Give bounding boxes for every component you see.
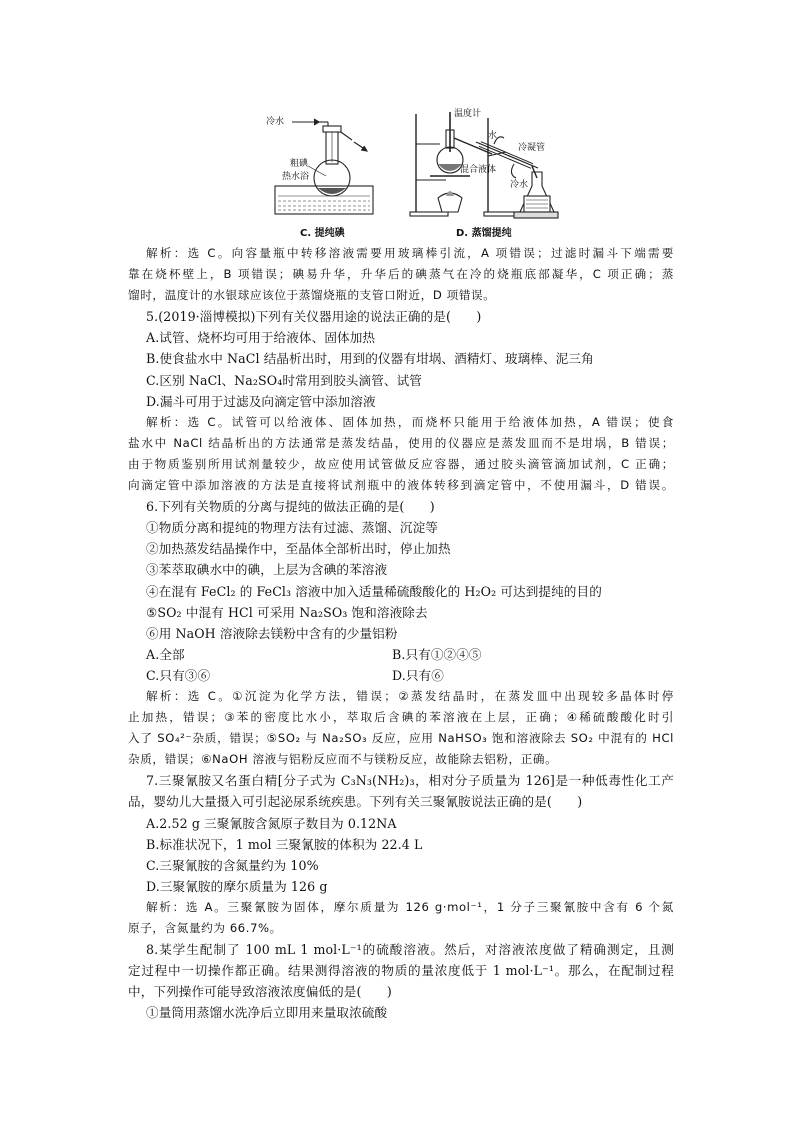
q6-option-d: D.只有⑥: [392, 667, 444, 683]
q6-item-4: ④在混有 FeCl₂ 的 FeCl₃ 溶液中加入适量稀硫酸酸化的 H₂O₂ 可达到提纯的目的: [146, 583, 602, 599]
q7-option-a: A.2.52 g 三聚氰胺含氮原子数目为 0.12NA: [146, 815, 397, 831]
q6-option-a: A.全部: [146, 646, 185, 662]
q6-item-2: ②加热蒸发结晶操作中，至晶体全部析出时，停止加热: [146, 541, 451, 557]
q6-options-row-2: [128, 665, 674, 686]
apparatus-drawing: [270, 108, 560, 238]
q7-option-d: D.三聚氰胺的摩尔质量为 126 g: [146, 878, 328, 894]
label-thermometer: 温度计: [454, 109, 482, 119]
caption-d: D. 蒸馏提纯: [456, 228, 512, 239]
q5-option-b: B.使食盐水中 NaCl 结晶析出时，用到的仪器有坩埚、酒精灯、玻璃棒、泥三角: [146, 351, 594, 367]
analysis-line: 盐水中 NaCl 结晶析出的方法通常是蒸发结晶，使用的仪器应是蒸发皿而不是坩埚，B 错误；: [128, 435, 674, 450]
analysis-line: 解析：选 C。①沉淀为化学方法，错误；②蒸发结晶时，在蒸发皿中出现较多晶体时停: [146, 688, 674, 703]
q6-options-row-1: [128, 644, 674, 665]
analysis-line: 解析：选 C。向容量瓶中转移溶液需要用玻璃棒引流，A 项错误；过滤时漏斗下端需要: [146, 246, 674, 260]
question-7-stem: 7.三聚氰胺又名蛋白精[分子式为 C₃N₃(NH₂)₃，相对分子质量为 126]是一种低毒性化工产: [146, 773, 674, 789]
apparatus-figure: [266, 108, 560, 239]
q6-option-b: B.只有①②④⑤: [392, 646, 482, 662]
label-mixed-liquid: 混合液体: [460, 165, 497, 175]
label-cold-water-left: 冷水: [266, 117, 285, 127]
analysis-line: 馏时，温度计的水银球应该位于蒸馏烧瓶的支管口附近，D 项错误。: [128, 288, 496, 303]
label-cold-water-right: 冷水: [510, 180, 529, 190]
q6-option-c: C.只有③⑥: [146, 667, 211, 683]
question-8-stem: 8.某学生配制了 100 mL 1 mol·L⁻¹的硫酸溶液。然后，对溶液浓度做了精确测定，且测: [146, 942, 674, 958]
label-condenser: 冷凝管: [518, 143, 546, 153]
q5-option-c: C.区别 NaCl、Na₂SO₄时常用到胶头滴管、试管: [146, 372, 422, 388]
caption-c: C. 提纯碘: [300, 228, 345, 239]
q5-option-a: A.试管、烧杯均可用于给液体、固体加热: [146, 330, 376, 346]
q6-item-3: ③苯萃取碘水中的碘，上层为含碘的苯溶液: [146, 562, 388, 578]
analysis-line: 原子，含氮量约为 66.7%。: [128, 921, 282, 935]
q7-option-b: B.标准状况下，1 mol 三聚氰胺的体积为 22.4 L: [146, 836, 423, 852]
label-hot-water-bath: 热水浴: [282, 172, 310, 182]
question-8-stem: 定过程中一切操作都正确。结果测得溶液的物质的量浓度低于 1 mol·L⁻¹。那么，在配制过程: [128, 963, 674, 979]
label-water: 水: [488, 131, 498, 141]
q5-option-d: D.漏斗可用于过滤及向滴定管中添加溶液: [146, 393, 376, 409]
question-content: [128, 243, 674, 1023]
q7-option-c: C.三聚氰胺的含氮量约为 10%: [146, 857, 319, 873]
question-6-stem: 6.下列有关物质的分离与提纯的做法正确的是( ): [146, 499, 435, 515]
analysis-line: 向滴定管中添加溶液的方法是直接将试剂瓶中的液体转移到滴定管中，不使用漏斗，D 错误。: [128, 478, 674, 493]
analysis-line: 解析：选 C。试管可以给液体、固体加热，而烧杯只能用于给液体加热，A 错误；使食: [146, 414, 674, 429]
analysis-line: 止加热，错误；③苯的密度比水小，萃取后含碘的苯溶液在上层，正确；④稀硫酸酸化时引: [128, 710, 674, 725]
question-5-stem: 5.(2019·淄博模拟)下列有关仪器用途的说法正确的是( ): [146, 309, 482, 325]
analysis-line: 解析：选 A。三聚氰胺为固体，摩尔质量为 126 g·mol⁻¹，1 分子三聚氰胺中含有 6 个氮: [146, 899, 674, 914]
question-8-stem: 中，下列操作可能导致溶液浓度偏低的是( ): [128, 984, 392, 1000]
q6-item-5: ⑤SO₂ 中混有 HCl 可采用 Na₂SO₃ 饱和溶液除去: [146, 604, 428, 620]
analysis-line: 入了 SO₄²⁻杂质，错误；⑤SO₂ 与 Na₂SO₃ 反应，应用 NaHSO₃ 饱和溶液除去 SO₂ 中混有的 HCl: [128, 731, 674, 746]
q6-item-6: ⑥用 NaOH 溶液除去镁粉中含有的少量铝粉: [146, 625, 398, 641]
analysis-line: 靠在烧杯壁上，B 项错误；碘易升华，升华后的碘蒸气在冷的烧瓶底部凝华，C 项正确；蒸: [128, 267, 674, 282]
q8-item-1: ①量筒用蒸馏水洗净后立即用来量取浓硫酸: [146, 1005, 388, 1021]
label-crude-iodine: 粗碘: [290, 159, 309, 169]
q6-item-1: ①物质分离和提纯的物理方法有过滤、蒸馏、沉淀等: [146, 520, 438, 536]
analysis-line: 由于物质鉴别所用试剂量较少，故应使用试管做反应容器，通过胶头滴管滴加试剂，C 正确；: [128, 456, 674, 471]
question-7-stem: 品，婴幼儿大量摄入可引起泌尿系统疾患。下列有关三聚氰胺说法正确的是( ): [128, 794, 583, 810]
analysis-line: 杂质，错误；⑥NaOH 溶液与铝粉反应而不与镁粉反应，故能除去铝粉，正确。: [128, 752, 558, 767]
